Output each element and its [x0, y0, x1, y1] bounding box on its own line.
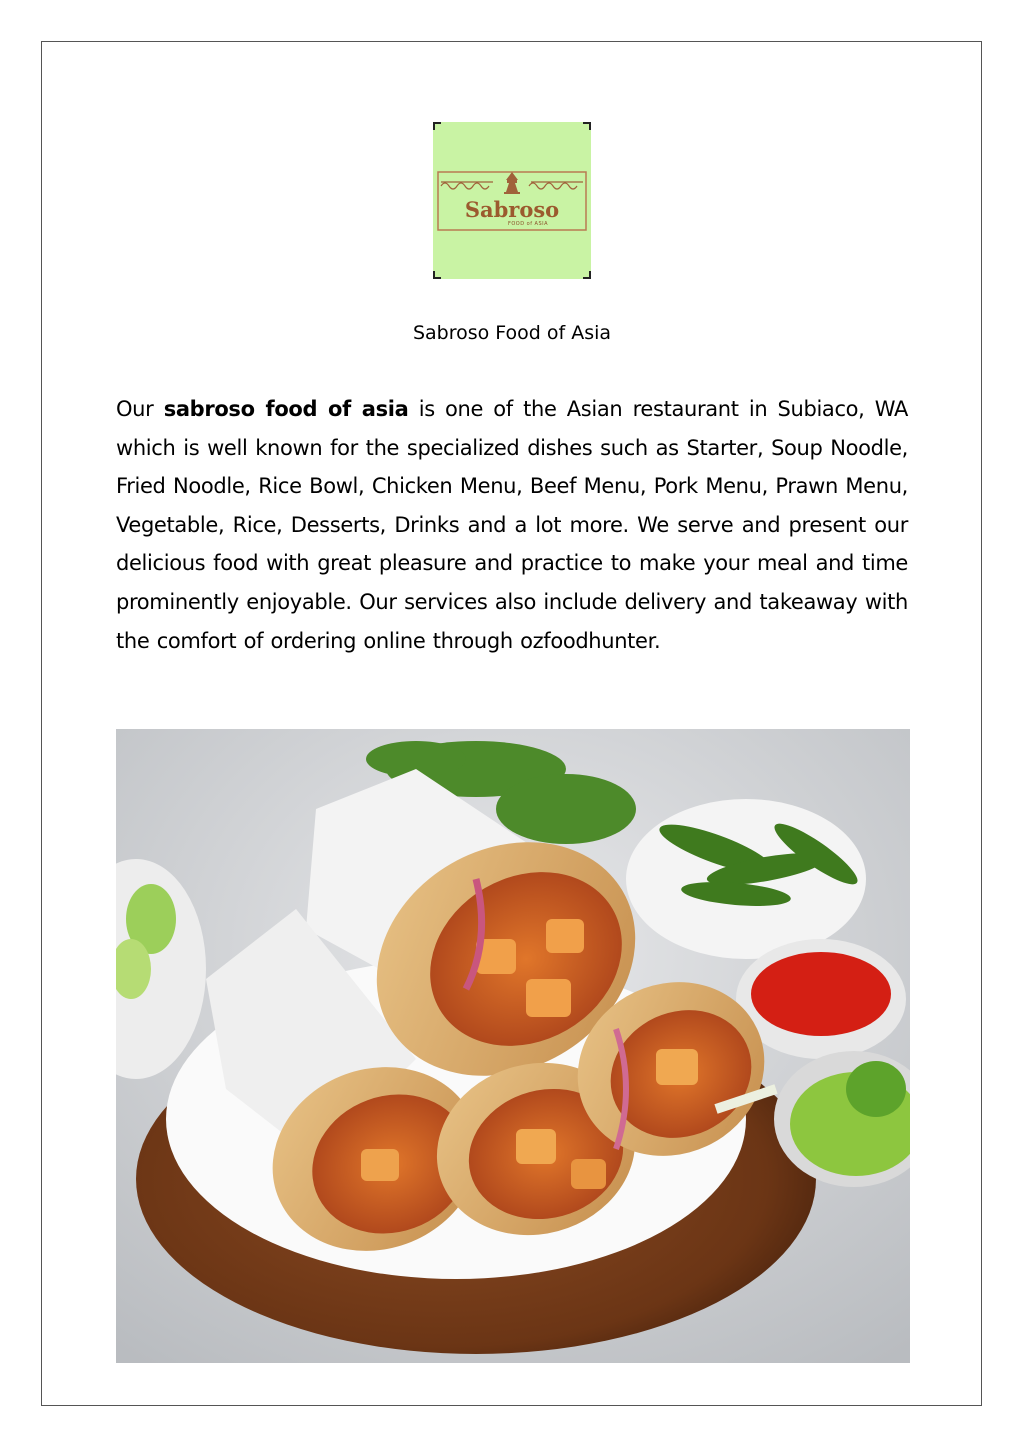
food-photo	[116, 729, 910, 1363]
document-title: Sabroso Food of Asia	[412, 322, 612, 344]
paragraph-rest: is one of the Asian restaurant in Subiaco, WA which is well known for the specialized dishes such as Starter, Soup Noodle, Fried Noodle, Rice Bowl, Chicken Menu, Beef Menu, Pork Menu, Prawn Menu, Vegetable, Rice, Desserts, Drinks and a lot more. We serve and present our delicious food with great pleasure and practice to make your meal and time prominently enjoyable. Our services also include delivery and takeaway with the comfort of ordering online through ozfoodhunter.	[116, 397, 909, 653]
logo-wordmark: Sabroso	[464, 197, 560, 222]
body-paragraph	[116, 390, 908, 660]
paragraph-lead: Our	[116, 397, 164, 421]
logo-tagline: FOOD of ASIA	[507, 221, 549, 227]
paragraph-keyword: sabroso food of asia	[163, 397, 409, 421]
restaurant-logo	[433, 122, 591, 279]
